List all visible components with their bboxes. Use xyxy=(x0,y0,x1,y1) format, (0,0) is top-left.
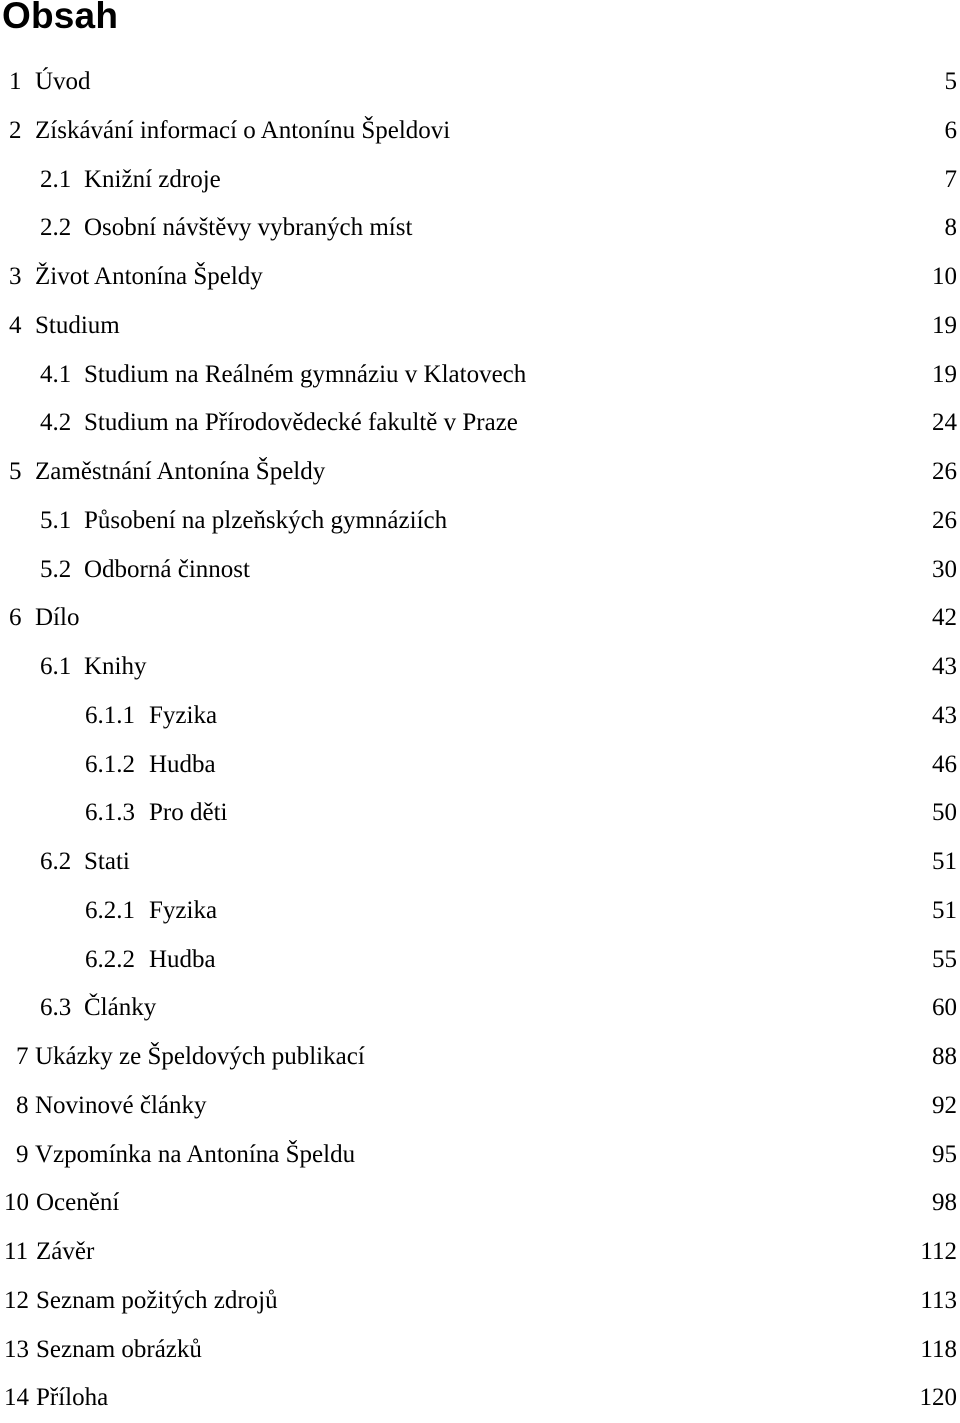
toc-entry-number: 6.3 xyxy=(40,994,72,1022)
toc-entry[interactable] xyxy=(0,58,960,107)
toc-entry-number: 4.1 xyxy=(40,360,72,388)
toc-entry-page: 51 xyxy=(932,848,957,875)
toc-entry[interactable] xyxy=(0,253,960,302)
toc-entry-number: 13 xyxy=(4,1335,29,1363)
toc-entry-title: Stati xyxy=(84,848,130,875)
toc-entry-title: Úvod xyxy=(35,68,91,95)
toc-entry[interactable] xyxy=(0,107,960,156)
toc-entry[interactable] xyxy=(0,1228,960,1277)
toc-entry-number: 2.1 xyxy=(40,165,72,193)
toc-entry-page: 50 xyxy=(932,799,957,827)
toc-entry-number: 5.1 xyxy=(40,506,72,534)
toc-entry-title: Život Antonína Špeldy xyxy=(35,263,263,290)
toc-entry-number: 6.1.3 xyxy=(85,799,135,827)
toc-entry-page: 112 xyxy=(920,1238,957,1265)
toc-entry-title: Studium na Reálném gymnáziu v Klatovech xyxy=(84,360,527,388)
toc-entry[interactable] xyxy=(0,546,960,595)
toc-entry-page: 55 xyxy=(932,945,957,973)
toc-entry-page: 51 xyxy=(932,896,957,924)
toc-entry-number: 10 xyxy=(4,1189,29,1217)
toc-entry-title: Hudba xyxy=(149,750,216,778)
toc-entry-title: Fyzika xyxy=(149,701,218,729)
toc-entry-page: 98 xyxy=(932,1189,957,1217)
toc-entry[interactable] xyxy=(0,1277,960,1326)
toc-entry-number: 6.2 xyxy=(40,848,72,875)
toc-entry-number: 11 xyxy=(4,1238,29,1265)
toc-entry-title: Studium na Přírodovědecké fakultě v Praze xyxy=(84,409,518,437)
toc-entry-page: 24 xyxy=(932,409,957,437)
toc-entry-title: Články xyxy=(84,994,157,1022)
toc-entry[interactable] xyxy=(0,351,960,400)
toc-entry[interactable] xyxy=(0,156,960,205)
toc-entry-page: 118 xyxy=(920,1335,957,1363)
toc-entry-page: 43 xyxy=(932,701,957,729)
toc-entry-title: Závěr xyxy=(36,1238,95,1265)
toc-entry-number: 6.2.1 xyxy=(85,896,135,924)
toc-entry[interactable] xyxy=(0,936,960,985)
toc-entry-title: Pro děti xyxy=(149,799,228,827)
toc-entry-number: 6 xyxy=(9,604,22,632)
toc-entry-number: 6.2.2 xyxy=(85,945,135,973)
toc-entry-title: Knihy xyxy=(84,653,147,680)
toc-entry-page: 5 xyxy=(944,68,957,95)
page-title: Obsah xyxy=(2,0,119,36)
toc-entry-page: 19 xyxy=(932,360,957,388)
toc-entry-number: 14 xyxy=(4,1384,29,1412)
toc-entry-title: Knižní zdroje xyxy=(84,165,221,193)
toc-entry-page: 7 xyxy=(944,165,957,193)
toc-entry-number: 6.1 xyxy=(40,653,72,680)
toc-entry[interactable] xyxy=(0,741,960,790)
toc-entry[interactable] xyxy=(0,1131,960,1180)
toc-entry-title: Vzpomínka na Antonína Špeldu xyxy=(35,1140,356,1168)
toc-entry-number: 2.2 xyxy=(40,214,72,242)
toc-entry[interactable] xyxy=(0,1082,960,1131)
toc-entry[interactable] xyxy=(0,1374,960,1423)
toc-entry-title: Působení na plzeňských gymnáziích xyxy=(84,506,448,534)
toc-entry-number: 12 xyxy=(4,1286,29,1314)
toc-entry-page: 42 xyxy=(932,604,957,632)
toc-entry[interactable] xyxy=(0,692,960,741)
toc-entry[interactable] xyxy=(0,838,960,887)
toc-entry[interactable] xyxy=(0,399,960,448)
toc-entry-page: 43 xyxy=(932,653,957,680)
toc-entry-title: Novinové články xyxy=(35,1091,207,1119)
toc-entry-page: 92 xyxy=(932,1091,957,1119)
toc-entry-page: 113 xyxy=(920,1286,957,1314)
toc-entry-number: 4 xyxy=(9,311,22,339)
toc-entry-page: 95 xyxy=(932,1140,957,1168)
toc-entry[interactable] xyxy=(0,204,960,253)
toc-entry-number: 4.2 xyxy=(40,409,72,437)
toc-entry[interactable] xyxy=(0,887,960,936)
toc-entry-title: Studium xyxy=(35,311,120,339)
toc-entry-number: 7 xyxy=(16,1043,29,1070)
toc-entry-number: 1 xyxy=(9,68,22,95)
toc-entry-number: 6.1.2 xyxy=(85,750,135,778)
toc-entry-page: 19 xyxy=(932,311,957,339)
toc-entry[interactable] xyxy=(0,643,960,692)
toc-entry-page: 26 xyxy=(932,506,957,534)
toc-entry-title: Seznam obrázků xyxy=(36,1335,202,1363)
toc-entry-title: Zaměstnání Antonína Špeldy xyxy=(35,458,326,485)
toc-entry-page: 26 xyxy=(932,458,957,485)
toc-entry[interactable] xyxy=(0,594,960,643)
toc-entry[interactable] xyxy=(0,448,960,497)
toc-entry-title: Hudba xyxy=(149,945,216,973)
toc-entry-page: 120 xyxy=(919,1384,957,1412)
toc-entry-page: 10 xyxy=(932,263,957,290)
toc-entry-page: 6 xyxy=(944,116,957,144)
toc-entry-page: 60 xyxy=(932,994,957,1022)
toc-entry[interactable] xyxy=(0,984,960,1033)
toc-entry-number: 5 xyxy=(9,458,22,485)
toc-entry-title: Fyzika xyxy=(149,896,218,924)
toc-entry-number: 3 xyxy=(9,263,22,290)
toc-entry[interactable] xyxy=(0,1179,960,1228)
toc-entry-page: 8 xyxy=(944,214,957,242)
toc-entry[interactable] xyxy=(0,1033,960,1082)
toc-entry-title: Dílo xyxy=(35,604,80,632)
toc-entry-title: Příloha xyxy=(36,1384,109,1412)
toc-entry-page: 46 xyxy=(932,750,957,778)
toc-entry[interactable] xyxy=(0,497,960,546)
toc-entry-number: 5.2 xyxy=(40,555,72,583)
toc-entry-number: 2 xyxy=(9,116,22,144)
toc-entry-title: Získávání informací o Antonínu Špeldovi xyxy=(35,116,451,144)
toc-entry[interactable] xyxy=(0,1326,960,1375)
toc-entry-title: Seznam požitých zdrojů xyxy=(36,1286,278,1314)
toc-entry-page: 30 xyxy=(932,555,957,583)
toc-entry-title: Ocenění xyxy=(36,1189,120,1217)
toc-entry-number: 6.1.1 xyxy=(85,701,135,729)
toc-entry-title: Odborná činnost xyxy=(84,555,250,583)
toc-entry-title: Osobní návštěvy vybraných míst xyxy=(84,214,413,242)
toc-entry-number: 9 xyxy=(16,1140,29,1168)
table-of-contents xyxy=(0,58,960,1423)
toc-entry-title: Ukázky ze Špeldových publikací xyxy=(35,1043,365,1070)
toc-entry[interactable] xyxy=(0,789,960,838)
toc-entry-page: 88 xyxy=(932,1043,957,1070)
toc-entry-number: 8 xyxy=(16,1091,29,1119)
toc-entry[interactable] xyxy=(0,302,960,351)
